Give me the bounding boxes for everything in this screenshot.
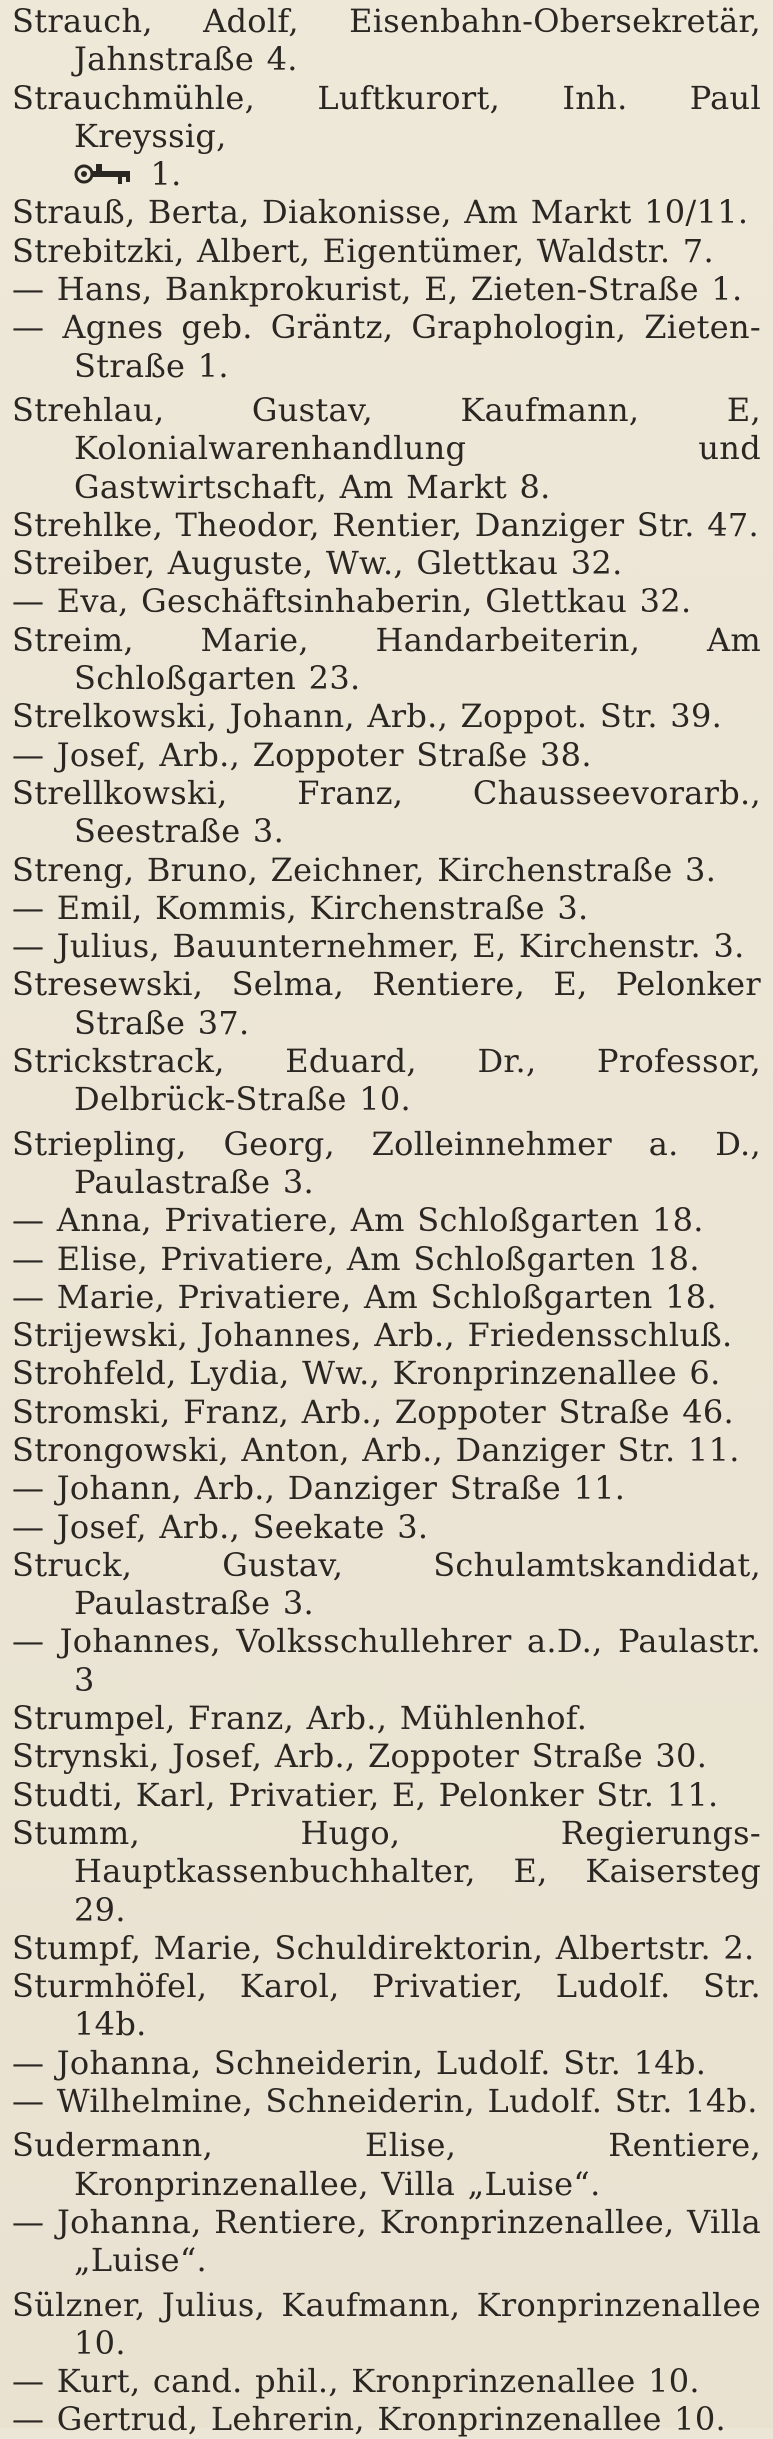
directory-entry: — Johanna, Rentiere, Kronprinzenallee, Villa „Luise“. bbox=[12, 2202, 761, 2280]
directory-entry: — Wilhelmine, Schneiderin, Ludolf. Str. 14b. bbox=[12, 2082, 758, 2121]
directory-entry: Strijewski, Johannes, Arb., Friedensschluß. bbox=[12, 1316, 733, 1355]
directory-entry: Streng, Bruno, Zeichner, Kirchenstraße 3. bbox=[12, 850, 717, 889]
directory-entry: Strebitzki, Albert, Eigentümer, Waldstr. 7. bbox=[12, 231, 714, 270]
directory-entry: — Elise, Privatiere, Am Schloßgarten 18. bbox=[12, 1239, 700, 1278]
directory-entry: Sudermann, Elise, Rentiere, Kronprinzenallee, Villa „Luise“. bbox=[12, 2126, 761, 2203]
directory-entry: Strehlau, Gustav, Kaufmann, E, Kolonialwarenhandlung und Gastwirtschaft, Am Markt 8. bbox=[12, 390, 761, 506]
directory-entry: Strickstrack, Eduard, Dr., Professor, Delbrück-Straße 10. bbox=[12, 1042, 761, 1119]
directory-entry: Stumpf, Marie, Schuldirektorin, Albertstr. 2. bbox=[12, 1928, 755, 1967]
directory-entry: — Agnes geb. Gräntz, Graphologin, Zieten-Straße 1. bbox=[12, 308, 761, 385]
directory-entry: Streim, Marie, Handarbeiterin, Am Schloßgarten 23. bbox=[12, 620, 761, 698]
directory-entry: — Johanna, Schneiderin, Ludolf. Str. 14b. bbox=[12, 2043, 707, 2082]
directory-entry: — Marie, Privatiere, Am Schloßgarten 18. bbox=[12, 1277, 717, 1316]
directory-entry: Strongowski, Anton, Arb., Danziger Str. 11. bbox=[12, 1430, 740, 1469]
directory-entry: — Johann, Arb., Danziger Straße 11. bbox=[12, 1469, 626, 1508]
directory-entry: Strynski, Josef, Arb., Zoppoter Straße 30. bbox=[12, 1737, 708, 1776]
directory-entry: — Julius, Bauunternehmer, E, Kirchenstr. 3. bbox=[12, 927, 745, 966]
directory-entry: Strauch, Adolf, Eisenbahn-Obersekretär, Jahnstraße 4. bbox=[12, 2, 761, 79]
directory-entry: Stumm, Hugo, Regierungs-Hauptkassenbuchhalter, E, Kaisersteg 29. bbox=[12, 1813, 761, 1929]
directory-entry: — Johannes, Volksschullehrer a.D., Paulastr. 3 bbox=[12, 1622, 761, 1699]
directory-entry: Sturmhöfel, Karol, Privatier, Ludolf. Str. 14b. bbox=[12, 1967, 761, 2044]
directory-entry: — Anna, Privatiere, Am Schloßgarten 18. bbox=[12, 1201, 704, 1240]
entry-text: 1. bbox=[150, 155, 182, 194]
directory-entry: Striepling, Georg, Zolleinnehmer a. D., Paulastraße 3. bbox=[12, 1124, 761, 1201]
directory-entry: Strellkowski, Franz, Chausseevorarb., Seestraße 3. bbox=[12, 773, 761, 851]
directory-entry: Strumpel, Franz, Arb., Mühlenhof. bbox=[12, 1699, 588, 1738]
directory-entry: Strohfeld, Lydia, Ww., Kronprinzenallee 6. bbox=[12, 1354, 721, 1393]
directory-entry: Struck, Gustav, Schulamtskandidat, Paulastraße 3. bbox=[12, 1545, 761, 1623]
directory-entry: — Hans, Bankprokurist, E, Zieten-Straße 1. bbox=[12, 270, 743, 309]
directory-entry: — Emil, Kommis, Kirchenstraße 3. bbox=[12, 888, 589, 927]
directory-entry: Strehlke, Theodor, Rentier, Danziger Str. 47. bbox=[12, 505, 759, 544]
directory-entry: — Josef, Arb., Seekate 3. bbox=[12, 1507, 429, 1546]
directory-entry: Sülzner, Julius, Kaufmann, Kronprinzenallee 10. bbox=[12, 2285, 761, 2362]
directory-entry: Stresewski, Selma, Rentiere, E, Pelonker Straße 37. bbox=[12, 965, 761, 1042]
directory-entry bbox=[12, 79, 761, 194]
entry-text: Strauchmühle, Luftkurort, Inh. Paul Kreyssig, bbox=[12, 78, 761, 155]
directory-entry: — Gertrud, Lehrerin, Kronprinzenallee 10. bbox=[12, 2400, 726, 2439]
directory-entry: — Josef, Arb., Zoppoter Straße 38. bbox=[12, 735, 592, 774]
directory-entry: — Eva, Geschäftsinhaberin, Glettkau 32. bbox=[12, 582, 692, 621]
directory-entry: Strelkowski, Johann, Arb., Zoppot. Str. 39. bbox=[12, 697, 723, 736]
directory-entry: Stromski, Franz, Arb., Zoppoter Straße 46. bbox=[12, 1392, 735, 1431]
directory-entry: Strauß, Berta, Diakonisse, Am Markt 10/11. bbox=[12, 193, 749, 232]
directory-entry: Studti, Karl, Privatier, E, Pelonker Str. 11. bbox=[12, 1775, 719, 1814]
telephone-key-icon bbox=[74, 161, 138, 187]
directory-entry: Streiber, Auguste, Ww., Glettkau 32. bbox=[12, 544, 623, 583]
directory-entry: — Kurt, cand. phil., Kronprinzenallee 10. bbox=[12, 2362, 700, 2401]
